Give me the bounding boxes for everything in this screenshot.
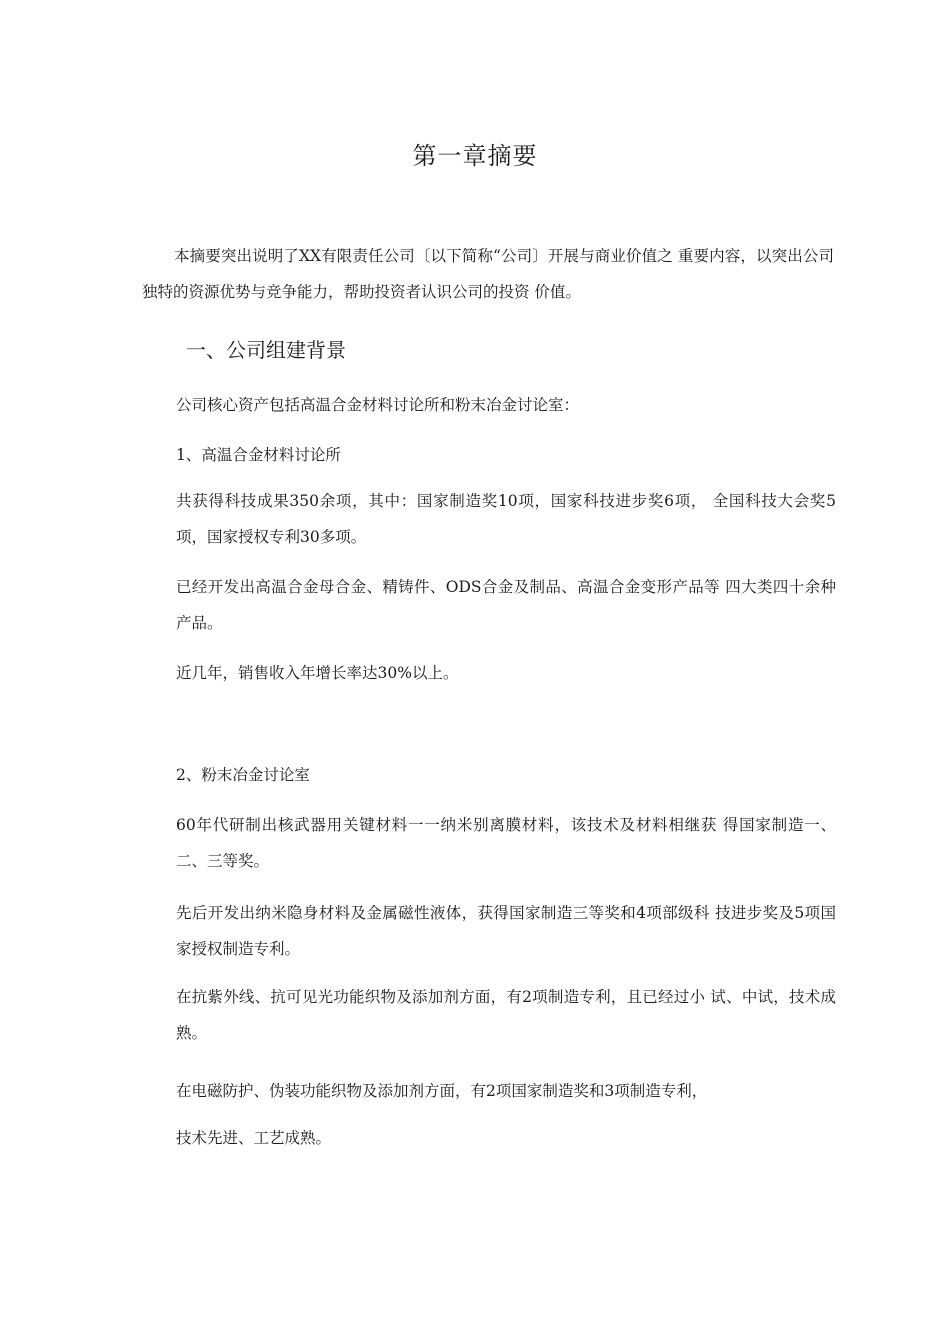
- achievements-paragraph: 共获得科技成果350余项，其中：国家制造奖10项，国家科技进步奖6项， 全国科技大会奖5项，国家授权专利30多项。: [176, 492, 836, 546]
- core-assets-paragraph: 公司核心资产包括高温合金材料讨论所和粉末冶金讨论室：: [176, 396, 580, 414]
- page-title: 第一章摘要: [412, 142, 538, 170]
- products-paragraph: 已经开发出高温合金母合金、精铸件、ODS合金及制品、高温合金变形产品等 四大类四十余种产品。: [176, 578, 836, 632]
- subsection-heading-2: 2、粉末冶金讨论室: [176, 766, 310, 784]
- intro-paragraph: 本摘要突出说明了XX有限责任公司〔以下简称“公司〕开展与商业价值之 重要内容，以突出公司独特的资源优势与竞争能力，帮助投资者认识公司的投资 价值。: [142, 247, 834, 301]
- stealth-material-paragraph: 先后开发出纳米隐身材料及金属磁性液体，获得国家制造三等奖和4项部级科 技进步奖及5项国家授权制造专利。: [176, 904, 836, 958]
- subsection-heading-1: 1、高温合金材料讨论所: [176, 446, 341, 464]
- uv-fabric-paragraph: 在抗紫外线、抗可见光功能织物及添加剂方面，有2项制造专利，且已经过小 试、中试，技术成熟。: [176, 988, 836, 1042]
- growth-paragraph: 近几年，销售收入年增长率达30%以上。: [176, 664, 459, 682]
- em-protection-paragraph: 在电磁防护、伪装功能织物及添加剂方面，有2项国家制造奖和3项制造专利，: [176, 1082, 708, 1100]
- nano-membrane-paragraph: 60年代研制出核武器用关键材料一一纳米别离膜材料，该技术及材料相继获 得国家制造一、二、三等奖。: [176, 816, 836, 870]
- section-heading: 一、公司组建背景: [186, 338, 346, 362]
- tech-mature-paragraph: 技术先进、工艺成熟。: [176, 1129, 332, 1147]
